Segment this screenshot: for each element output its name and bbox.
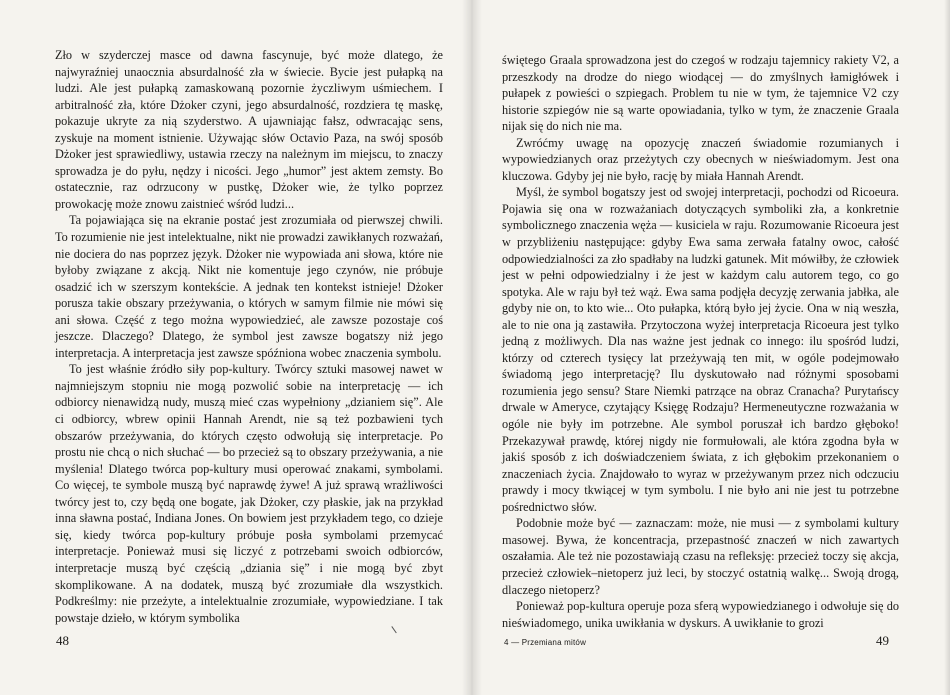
paragraph: Zwróćmy uwagę na opozycję znaczeń świadomie rozumianych i wypowiedzianych oraz przeżytych czy obecnych w nieświadomym. Jest ona kluczowa. Gdyby jej nie było, rację by miała Hannah Arendt. xyxy=(502,135,899,183)
paragraph: To jest właśnie źródło siły pop-kultury. Twórcy sztuki masowej nawet w najmniejszym stopniu nie mogą pozwolić sobie na interpretację — ich odbiorcy nienawidzą nudy, muszą mieć czas wypełniony „dzianiem się”. Ale ci odbiorcy, wbrew opinii Hannah Arendt, nie są też pozbawieni tych obszarów przeżywania, do których często odwołują się interpretacje. Po prostu nie chcą o nich słuchać — bo przecież są to obszary przeżywania, a nie myślenia! Dlatego twórca pop-kultury musi operować znakami, symbolami. Co więcej, te symbole muszą być naprawdę żywe! A już sprawą wrażliwości twórcy jest to, czy będą one bogate, jak Dżoker, czy płaskie, jak na przykład inna sławna postać, Indiana Jones. On bowiem jest przykładem tego, co dzieje się, kiedy twórca pop-kultury próbuje posła symbolami przemycać interpretacje. Ponieważ musi się liczyć z potrzebami swoich odbiorców, interpretacje muszą być częścią „dziania się” i nie mogą być zbyt skomplikowane. A na dodatek, muszą być zrozumiałe dla wszystkich. Podkreślmy: nie przeżyte, a intelektualnie zrozumiałe, wypowiedziane. I tak powstaje dzieło, w którym symbolika xyxy=(55,362,443,625)
paragraph: Myśl, że symbol bogatszy jest od swojej interpretacji, pochodzi od Ricoeura. Pojawia się ona w rozważaniach dotyczących symboliki zła, a konkretnie symbolicznego znaczenia węża — kusiciela w raju. Rozumowanie Ricoeura jest w przybliżeniu następujące: gdyby Ewa sama zerwała fatalny owoc, całość odpowiedzialności za zło spadłaby na ludzki gatunek. Mit mówiłby, że człowiek jest w pełni odpowiedzialny i że jest w każdym calu autorem tego, co go spotyka. Ale w raju był też wąż. Ewa sama podjęła decyzję zerwania jabłka, ale gdyby nie on, to kto wie... Oto pułapka, którą było jej życie. Ona w nią weszła, ale to nie ona ją zastawiła. Przytoczona wyżej interpretacja Ricoeura jest tylko jedną z możliwych. Dla nas ważne jest jednak co innego: ilu spośród ludzi, którzy od czterech tysięcy lat przeżywają ten mit, w ogóle podejmowało świadomą jego interpretację? Ilu dyskutowało nad różnymi sposobami rozumienia jego sensu? Stare Niemki patrzące na obraz Cranacha? Purytańscy drwale w Ameryce, czytający Księgę Rodzaju? Hermeneutyczne rozważania w ogóle nie były im potrzebne. Ale symbol poruszał ich bardzo głęboko! Przekazywał prawdę, której nigdy nie formułowali, ale która zgodna była w jakiś sposób z ich doświadczeniem świata, z ich głębokim przekonaniem o znaczeniach życia. Znajdowało to wyraz w przeżywanym przez nich odczuciu prawdy i mocy tkwiącej w tym symbolu. I nie było ani nie jest tu potrzebne pośrednictwo słów. xyxy=(502,185,899,514)
right-page xyxy=(472,0,950,695)
left-page xyxy=(0,0,472,695)
paragraph: świętego Graala sprowadzona jest do czegoś w rodzaju tajemnicy rakiety V2, a przeszkody na drodze do niego wiodącej — do zmyślnych łamigłówek i pułapek z powieści o szpiegach. Problem tu nie w tym, że tajemnice V2 czy historie szpiegów nie są warte opowiadania, tylko w tym, że znaczenie Graala nijak się do nich nie ma. xyxy=(502,53,899,134)
book-gutter xyxy=(462,0,482,695)
right-page-text xyxy=(502,52,899,631)
paragraph: Zło w szyderczej masce od dawna fascynuje, być może dlatego, że najwyraźniej unaocznia absurdalność zła w świecie. Bycie jest pułapką na ludzi. Ale jest pułapką zamaskowaną pozornie życzliwym uśmiechem. I arbitralność zła, które Dżoker czyni, jego absurdalność, rozdziera tę maskę, pokazuje ukryte za nią szyderstwo. A ujawniając fałsz, odwracając sens, zyskuje na moment istnienie. Używając słów Octavio Paza, na swój sposób Dżoker jest sprawiedliwy, ustawia rzeczy na należnym im miejscu, to znaczy sprowadza je do pyłu, nędzy i nicości. Jego „humor” jest aktem zemsty. Bo ostatecznie, raz odrzucony w pustkę, Dżoker wie, że tylko poprzez prowokację może znowu zaistnieć wśród ludzi... xyxy=(55,48,443,211)
paragraph: Ta pojawiająca się na ekranie postać jest zrozumiała od pierwszej chwili. To rozumienie nie jest intelektualne, nikt nie prowadzi zawikłanych rozważań, nie dociera do nas poprzez język. Dżoker nie wypowiada ani słowa, które nie byłoby związane z akcją. Nikt nie komentuje jego czynów, nie próbuje osadzić ich w szerszym kontekście. A jednak ten kontekst istnieje! Dżoker porusza takie obszary przeżywania, o których w samym filmie nie mówi się ani słowa. Część z tego można wypowiedzieć, ale zawsze pozostaje coś jeszcze. Dlaczego? Dlatego, że symbol jest zawsze bogatszy niż jego interpretacja. A interpretacja jest zawsze spóźniona wobec znaczenia symbolu. xyxy=(55,213,443,360)
paragraph: Ponieważ pop-kultura operuje poza sferą wypowiedzianego i odwołuje się do nieświadomego, unika uwikłania w dyskurs. A uwikłanie to grozi xyxy=(502,599,899,630)
paragraph: Podobnie może być — zaznaczam: może, nie musi — z symbolami kultury masowej. Bywa, że koncentracja, przepastność znaczeń w nich zawartych oszałamia. Ale też nie pozostawiają czasu na refleksję: przecież toczy się akcja, przecież człowiek–nietoperz już leci, by stoczyć ostatnią walkę... Swoją drogą, dlaczego nietoperz? xyxy=(502,516,899,597)
page-number-right: 49 xyxy=(876,633,889,648)
left-page-text xyxy=(55,47,443,626)
printer-signature: 4 — Przemiana mitów xyxy=(504,638,587,647)
page-number-left: 48 xyxy=(56,633,69,648)
page-edge-shadow xyxy=(944,0,950,695)
